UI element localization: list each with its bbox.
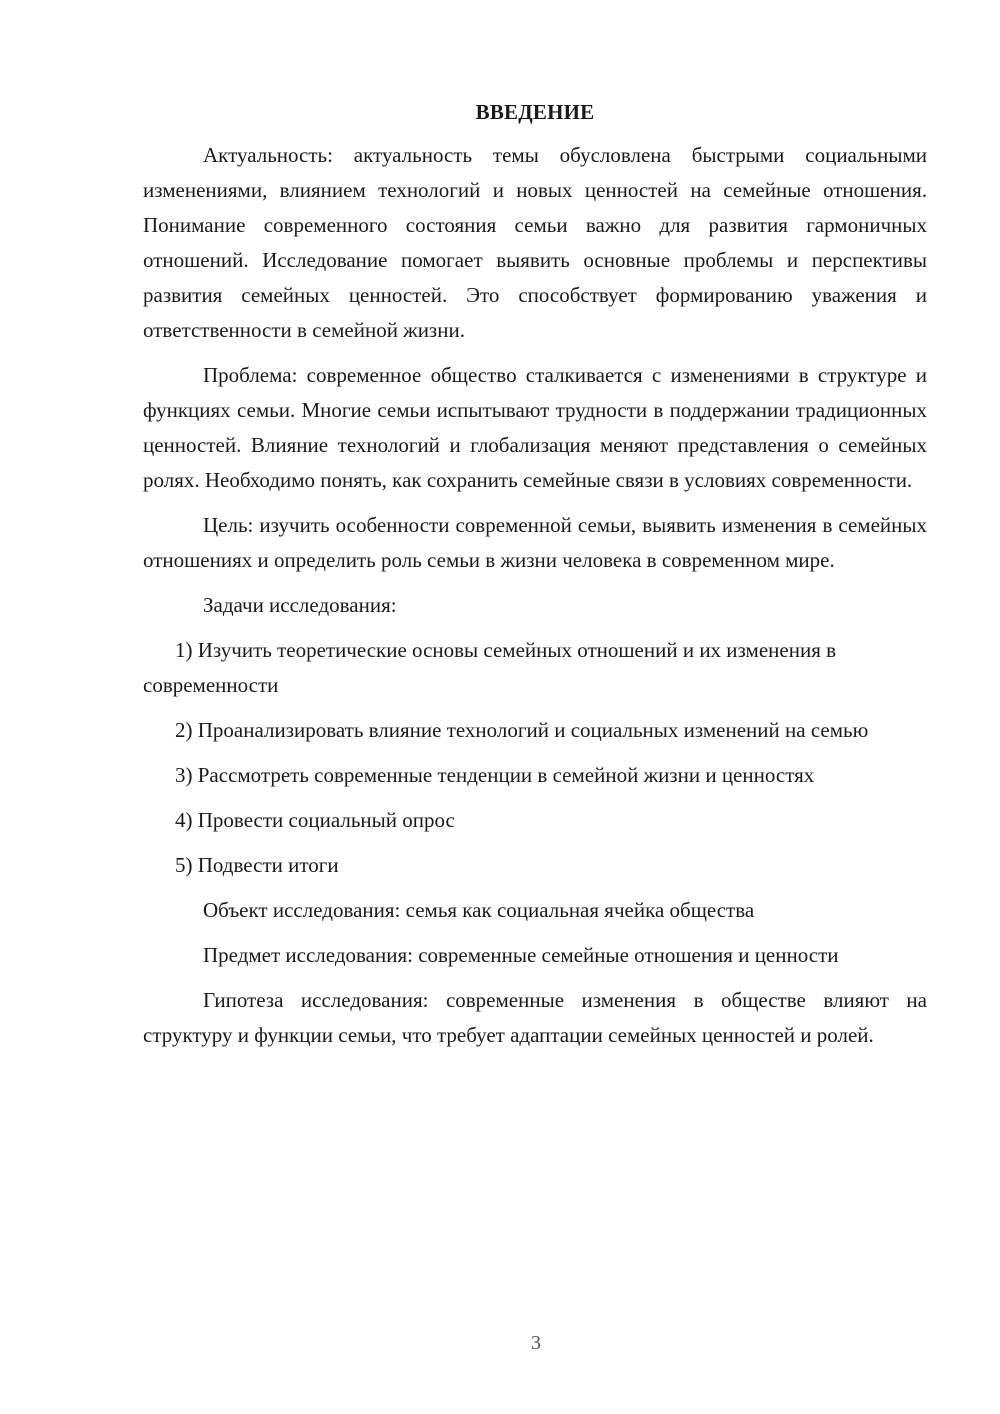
document-title: ВВЕДЕНИЕ	[475, 100, 595, 124]
list-item: 1) Изучить теоретические основы семейных отношений и их изменения в современности	[143, 638, 837, 697]
list-item: 5) Подвести итоги	[175, 853, 339, 877]
subject-paragraph: Предмет исследования: современные семейные отношения и ценности	[203, 943, 839, 967]
tasks-heading: Задачи исследования:	[203, 593, 397, 617]
goal-paragraph: Цель: изучить особенности современной семьи, выявить изменения в семейных отношениях и определить роль семьи в жизни человека в современном мире.	[143, 513, 927, 572]
hypothesis-paragraph: Гипотеза исследования: современные изменения в обществе влияют на структуру и функции семьи, что требует адаптации семейных ценностей и ролей.	[143, 988, 927, 1047]
relevance-paragraph: Актуальность: актуальность темы обусловлена быстрыми социальными изменениями, влиянием технологий и новых ценностей на семейные отношения. Понимание современного состояния семьи важно для развития гармоничных отношений. Исследование помогает выявить основные проблемы и перспективы развития семейных ценностей. Это способствует формированию уважения и ответственности в семейной жизни.	[143, 143, 927, 342]
problem-paragraph: Проблема: современное общество сталкивается с изменениями в структуре и функциях семьи. Многие семьи испытывают трудности в поддержании традиционных ценностей. Влияние технологий и глобализация меняют представления о семейных ролях. Необходимо понять, как сохранить семейные связи в условиях современности.	[143, 363, 927, 492]
tasks-list	[143, 633, 927, 883]
document-page	[143, 95, 927, 1063]
list-item: 4) Провести социальный опрос	[175, 808, 455, 832]
object-paragraph: Объект исследования: семья как социальная ячейка общества	[203, 898, 755, 922]
page-number: 3	[531, 1332, 541, 1354]
list-item: 2) Проанализировать влияние технологий и социальных изменений на семью	[175, 718, 869, 742]
list-item: 3) Рассмотреть современные тенденции в семейной жизни и ценностях	[175, 763, 815, 787]
